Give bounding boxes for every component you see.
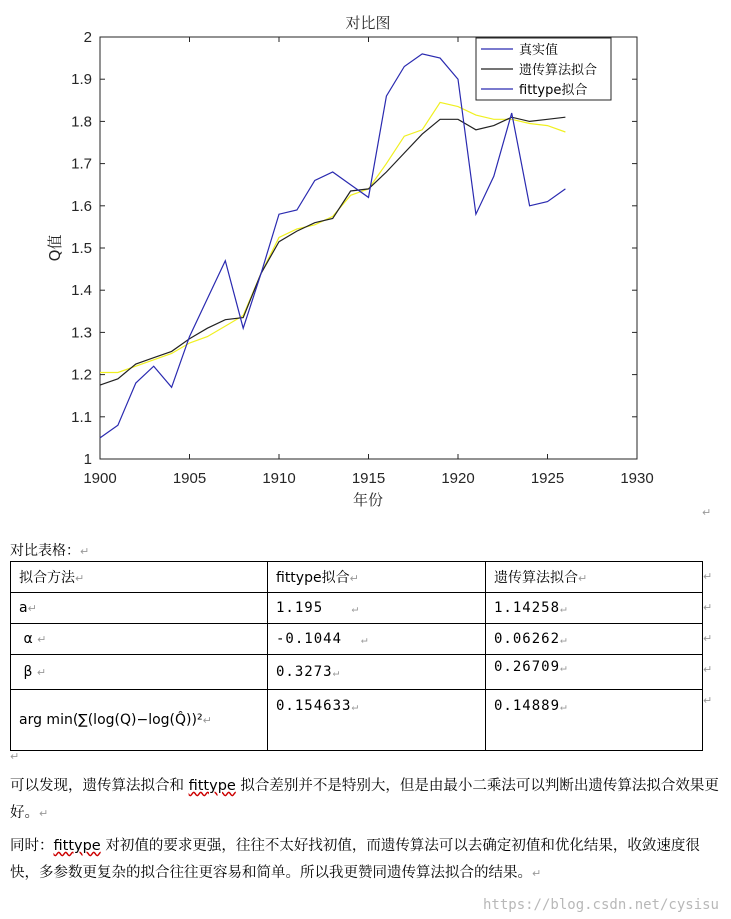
param-label: a↵ (11, 593, 268, 624)
chart-title: 对比图 (345, 14, 391, 32)
row-end-mark: ↵ (703, 601, 713, 614)
y-tick-label: 1.1 (71, 408, 92, 426)
ga-value: 0.14889↵ (486, 690, 703, 751)
ga-value: 0.26709↵ (486, 655, 703, 690)
y-tick-label: 1.5 (71, 240, 92, 257)
table-header-row (11, 562, 703, 593)
legend-label-ga: 遗传算法拟合 (519, 63, 598, 78)
x-tick-label: 1930 (620, 470, 654, 487)
fittype-value: 1.195 ↵ (268, 593, 486, 624)
objective-formula: arg min(∑(log(Q)−log(Q̂))²↵ (11, 690, 268, 751)
x-tick-label: 1920 (441, 470, 475, 487)
fittype-value: 0.154633↵ (268, 690, 486, 751)
y-tick-label: 1.6 (71, 197, 92, 215)
fittype-value: 0.3273↵ (268, 655, 486, 690)
y-tick-label: 1 (83, 451, 92, 468)
table-row (11, 690, 703, 751)
header-method: 拟合方法↵ (11, 562, 268, 593)
y-tick-label: 2 (83, 29, 92, 46)
y-tick-label: 1.7 (71, 155, 92, 173)
table-row (11, 655, 703, 690)
legend-label-real: 真实值 (519, 43, 559, 58)
x-tick-label: 1925 (530, 470, 565, 487)
table-row (11, 624, 703, 655)
header-ga: 遗传算法拟合↵ (486, 562, 703, 593)
x-tick-label: 1905 (172, 470, 207, 487)
row-end-mark: ↵ (703, 663, 713, 676)
fittype-value: -0.1044 ↵ (268, 624, 486, 655)
table-row (11, 593, 703, 624)
x-tick-label: 1910 (262, 470, 296, 487)
row-end-mark: ↵ (703, 570, 713, 583)
legend (476, 38, 611, 100)
param-label: α ↵ (11, 624, 268, 655)
ga-value: 0.06262↵ (486, 624, 703, 655)
y-tick-label: 1.2 (71, 366, 92, 384)
y-axis-label: Q值 (46, 234, 64, 262)
y-tick-label: 1.4 (71, 282, 92, 300)
y-tick-label: 1.8 (71, 113, 92, 131)
row-end-mark: ↵ (703, 632, 713, 645)
header-fittype: fittype拟合↵ (268, 562, 486, 593)
x-tick-label: 1915 (351, 470, 386, 487)
paragraph-reason: 同时：fittype 对初值的要求更强，往往不太好找初值，而遗传算法可以去确定初值和优化结果，收敛速度很快，多参数更复杂的拟合往往更容易和简单。所以我更赞同遗传算法拟合的结果。↵ (10, 838, 700, 881)
table-caption: 对比表格：↵ (10, 543, 90, 559)
y-tick-label: 1.3 (71, 324, 92, 342)
comparison-table (10, 561, 703, 751)
x-axis-label: 年份 (352, 491, 384, 509)
legend-label-fittype: fittype拟合 (519, 83, 588, 98)
paragraph-mark: ↵ (702, 506, 712, 519)
watermark: https://blog.csdn.net/cysisu (482, 897, 719, 913)
row-end-mark: ↵ (703, 694, 713, 707)
y-tick-label: 1.9 (71, 71, 92, 89)
param-label: β ↵ (11, 655, 268, 690)
paragraph-conclusion: 可以发现，遗传算法拟合和 fittype 拟合差别并不是特别大，但是由最小二乘法可以判断出遗传算法拟合效果更好。↵ (10, 778, 719, 821)
empty-paragraph-mark: ↵ (10, 750, 20, 763)
ga-value: 1.14258↵ (486, 593, 703, 624)
x-tick-label: 1900 (83, 470, 117, 487)
